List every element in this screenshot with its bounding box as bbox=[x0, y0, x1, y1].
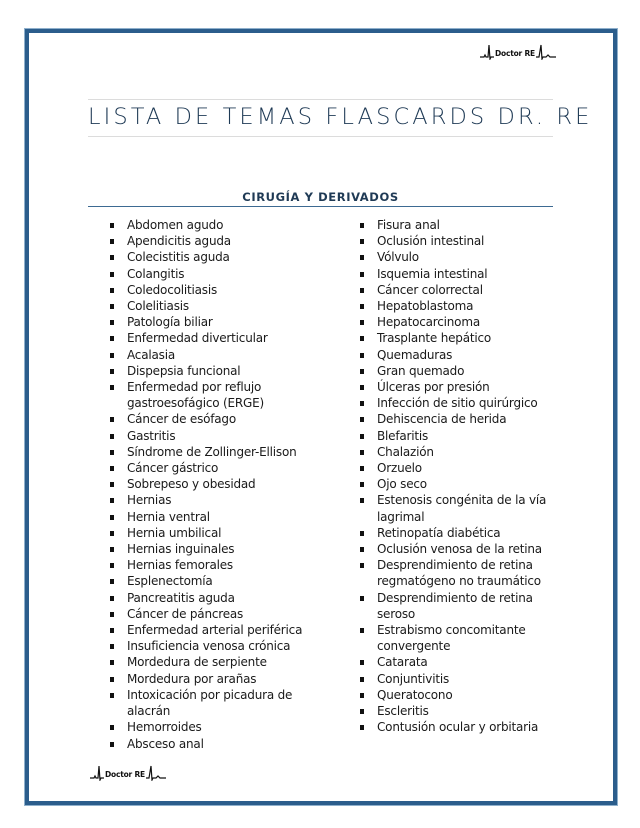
list-item bbox=[110, 557, 302, 573]
bullet-icon bbox=[360, 709, 364, 714]
list-item-text: Catarata bbox=[377, 655, 428, 670]
list-item-text: Dispepsia funcional bbox=[127, 363, 241, 378]
list-item-text: Chalazión bbox=[377, 444, 434, 459]
list-item-text: Hepatocarcinoma bbox=[377, 315, 480, 330]
list-item bbox=[360, 671, 546, 687]
bullet-icon bbox=[110, 531, 114, 536]
list-item bbox=[110, 719, 302, 735]
list-item-text: Desprendimiento de retina bbox=[377, 558, 533, 573]
list-item-text: Cáncer de páncreas bbox=[127, 606, 244, 621]
list-item-text: Cáncer de esófago bbox=[127, 412, 236, 427]
list-item bbox=[110, 428, 302, 444]
list-item bbox=[360, 347, 546, 363]
list-item-text: Enfermedad arterial periférica bbox=[127, 623, 303, 638]
list-item-text: Conjuntivitis bbox=[377, 671, 450, 686]
list-item bbox=[110, 460, 302, 476]
list-item bbox=[110, 492, 302, 508]
list-item-text: Coledocolitiasis bbox=[127, 282, 218, 297]
list-item bbox=[110, 638, 302, 654]
list-item bbox=[110, 347, 302, 363]
list-item-text: Colangitis bbox=[127, 266, 185, 281]
bullet-icon bbox=[110, 336, 114, 341]
list-item-text: Cáncer colorrectal bbox=[377, 282, 483, 297]
list-item-text: Isquemia intestinal bbox=[377, 266, 488, 281]
list-item bbox=[360, 330, 546, 346]
list-item bbox=[360, 476, 546, 492]
list-item-text: Hernias bbox=[127, 493, 172, 508]
list-item bbox=[110, 541, 302, 557]
list-item bbox=[110, 217, 302, 233]
list-item bbox=[360, 314, 546, 330]
bullet-icon bbox=[360, 693, 364, 698]
list-item bbox=[110, 525, 302, 541]
list-item-text: convergente bbox=[377, 639, 451, 654]
list-item bbox=[360, 460, 546, 476]
bullet-icon bbox=[110, 612, 114, 617]
list-item-text: Apendicitis aguda bbox=[127, 234, 231, 249]
list-item bbox=[360, 557, 546, 589]
bullet-icon bbox=[110, 450, 114, 455]
list-item-text: seroso bbox=[377, 606, 416, 621]
bullet-icon bbox=[110, 223, 114, 228]
bullet-icon bbox=[360, 482, 364, 487]
list-item-text: Pancreatitis aguda bbox=[127, 590, 235, 605]
list-item bbox=[110, 687, 302, 719]
list-item bbox=[360, 428, 546, 444]
list-item bbox=[110, 476, 302, 492]
topic-list-right bbox=[360, 217, 546, 736]
list-item-text: Hernias femorales bbox=[127, 558, 233, 573]
list-item-text: Orzuelo bbox=[377, 461, 422, 476]
bullet-icon bbox=[110, 693, 114, 698]
list-item bbox=[110, 282, 302, 298]
list-item-text: Mordedura de serpiente bbox=[127, 655, 267, 670]
list-item-text: Síndrome de Zollinger-Ellison bbox=[127, 444, 297, 459]
list-item-text: Dehiscencia de herida bbox=[377, 412, 507, 427]
list-item-text: regmatógeno no traumático bbox=[377, 574, 541, 589]
list-item bbox=[360, 282, 546, 298]
bullet-icon bbox=[110, 482, 114, 487]
list-item bbox=[360, 266, 546, 282]
list-item bbox=[110, 363, 302, 379]
bullet-icon bbox=[360, 531, 364, 536]
list-item bbox=[360, 249, 546, 265]
list-item bbox=[110, 606, 302, 622]
bullet-icon bbox=[360, 628, 364, 633]
list-item-text: Hernia ventral bbox=[127, 509, 210, 524]
list-item-text: Enfermedad por reflujo bbox=[127, 380, 262, 395]
bullet-icon bbox=[110, 304, 114, 309]
list-item-text: Patología biliar bbox=[127, 315, 213, 330]
bullet-icon bbox=[360, 336, 364, 341]
list-item bbox=[110, 509, 302, 525]
bullet-icon bbox=[110, 239, 114, 244]
bullet-icon bbox=[360, 677, 364, 682]
list-item bbox=[110, 622, 302, 638]
list-item bbox=[360, 217, 546, 233]
list-item bbox=[110, 379, 302, 411]
title-rule-top bbox=[88, 99, 553, 100]
list-item-text: Absceso anal bbox=[127, 736, 204, 751]
list-item-text: Colecistitis aguda bbox=[127, 250, 230, 265]
list-item-text: Intoxicación por picadura de bbox=[127, 687, 293, 702]
bullet-icon bbox=[110, 255, 114, 260]
list-item-text: Oclusión intestinal bbox=[377, 234, 485, 249]
list-item bbox=[110, 314, 302, 330]
bullet-icon bbox=[110, 644, 114, 649]
list-item-text: Hernia umbilical bbox=[127, 525, 222, 540]
list-item bbox=[360, 379, 546, 395]
logo-text: Doctor RE bbox=[105, 770, 145, 779]
bullet-icon bbox=[110, 353, 114, 358]
bullet-icon bbox=[360, 596, 364, 601]
list-item-text: Gastritis bbox=[127, 428, 176, 443]
list-item bbox=[110, 654, 302, 670]
bullet-icon bbox=[360, 288, 364, 293]
heartbeat-icon bbox=[90, 765, 104, 781]
list-item bbox=[360, 590, 546, 622]
heartbeat-icon bbox=[480, 44, 494, 60]
list-item-text: Acalasia bbox=[127, 347, 175, 362]
list-item bbox=[110, 233, 302, 249]
list-item bbox=[360, 444, 546, 460]
list-item-text: Trasplante hepático bbox=[377, 331, 492, 346]
bullet-icon bbox=[360, 385, 364, 390]
bullet-icon bbox=[110, 434, 114, 439]
list-item-text: Hepatoblastoma bbox=[377, 299, 474, 314]
bullet-icon bbox=[360, 255, 364, 260]
bullet-icon bbox=[110, 677, 114, 682]
list-item bbox=[110, 573, 302, 589]
bullet-icon bbox=[360, 401, 364, 406]
list-item bbox=[360, 703, 546, 719]
list-item-text: Ojo seco bbox=[377, 477, 427, 492]
heartbeat-icon bbox=[536, 44, 556, 60]
topic-list-left bbox=[110, 217, 302, 752]
list-item bbox=[110, 590, 302, 606]
list-item-text: Hernias inguinales bbox=[127, 542, 235, 557]
list-item bbox=[110, 671, 302, 687]
bullet-icon bbox=[110, 385, 114, 390]
list-item bbox=[360, 541, 546, 557]
bullet-icon bbox=[360, 434, 364, 439]
list-item-text: Mordedura por arañas bbox=[127, 671, 257, 686]
list-item-text: Estenosis congénita de la vía bbox=[377, 493, 547, 508]
list-item-text: Desprendimiento de retina bbox=[377, 590, 533, 605]
list-item-text: Estrabismo concomitante bbox=[377, 623, 526, 638]
list-item bbox=[360, 298, 546, 314]
bullet-icon bbox=[110, 515, 114, 520]
list-item-text: Colelitiasis bbox=[127, 299, 189, 314]
bullet-icon bbox=[360, 466, 364, 471]
bullet-icon bbox=[110, 272, 114, 277]
section-rule bbox=[88, 206, 553, 207]
bullet-icon bbox=[110, 466, 114, 471]
list-item bbox=[110, 411, 302, 427]
list-item-text: Hemorroides bbox=[127, 720, 202, 735]
list-item bbox=[110, 249, 302, 265]
list-item-text: Insuficiencia venosa crónica bbox=[127, 639, 291, 654]
bullet-icon bbox=[110, 288, 114, 293]
list-item bbox=[360, 719, 546, 735]
list-item-text: Queratocono bbox=[377, 687, 453, 702]
list-item-text: lagrimal bbox=[377, 509, 425, 524]
doctor-re-logo-footer bbox=[90, 765, 166, 781]
bullet-icon bbox=[110, 369, 114, 374]
list-item-text: Enfermedad diverticular bbox=[127, 331, 268, 346]
bullet-icon bbox=[360, 725, 364, 730]
bullet-icon bbox=[360, 417, 364, 422]
bullet-icon bbox=[110, 725, 114, 730]
bullet-icon bbox=[360, 304, 364, 309]
list-item bbox=[360, 395, 546, 411]
page-title: LISTA DE TEMAS FLASCARDS DR. RE bbox=[88, 104, 593, 130]
bullet-icon bbox=[360, 660, 364, 665]
list-item bbox=[360, 363, 546, 379]
list-item-text: Retinopatía diabética bbox=[377, 525, 501, 540]
list-item-text: Gran quemado bbox=[377, 363, 465, 378]
bullet-icon bbox=[360, 498, 364, 503]
bullet-icon bbox=[360, 353, 364, 358]
bullet-icon bbox=[360, 450, 364, 455]
bullet-icon bbox=[110, 320, 114, 325]
bullet-icon bbox=[360, 320, 364, 325]
list-item-text: Quemaduras bbox=[377, 347, 453, 362]
list-item-text: Sobrepeso y obesidad bbox=[127, 477, 256, 492]
bullet-icon bbox=[110, 660, 114, 665]
list-item-text: alacrán bbox=[127, 704, 171, 719]
list-item-text: gastroesofágico (ERGE) bbox=[127, 396, 264, 411]
bullet-icon bbox=[110, 628, 114, 633]
bullet-icon bbox=[360, 239, 364, 244]
bullet-icon bbox=[360, 369, 364, 374]
list-item bbox=[360, 525, 546, 541]
bullet-icon bbox=[110, 563, 114, 568]
logo-text: Doctor RE bbox=[495, 49, 535, 58]
list-item-text: Abdomen agudo bbox=[127, 218, 224, 232]
title-rule-bottom bbox=[88, 136, 553, 137]
list-item-text: Úlceras por presión bbox=[377, 380, 490, 395]
list-item bbox=[110, 330, 302, 346]
bullet-icon bbox=[110, 742, 114, 747]
list-item bbox=[360, 492, 546, 524]
list-item bbox=[360, 233, 546, 249]
list-item-text: Oclusión venosa de la retina bbox=[377, 542, 542, 557]
list-item bbox=[110, 444, 302, 460]
list-item bbox=[360, 622, 546, 654]
bullet-icon bbox=[360, 272, 364, 277]
bullet-icon bbox=[110, 417, 114, 422]
list-item bbox=[360, 687, 546, 703]
bullet-icon bbox=[110, 498, 114, 503]
bullet-icon bbox=[110, 547, 114, 552]
bullet-icon bbox=[360, 563, 364, 568]
list-item-text: Contusión ocular y orbitaria bbox=[377, 720, 539, 735]
list-item bbox=[360, 654, 546, 670]
list-item-text: Esplenectomía bbox=[127, 574, 213, 589]
list-item-text: Blefaritis bbox=[377, 428, 429, 443]
doctor-re-logo bbox=[480, 44, 556, 60]
list-item-text: Cáncer gástrico bbox=[127, 461, 219, 476]
list-item-text: Fisura anal bbox=[377, 218, 440, 232]
list-item bbox=[110, 298, 302, 314]
section-heading: CIRUGÍA Y DERIVADOS bbox=[242, 190, 399, 204]
list-item bbox=[110, 736, 302, 752]
list-item-text: Escleritis bbox=[377, 704, 429, 719]
bullet-icon bbox=[110, 579, 114, 584]
list-item bbox=[360, 411, 546, 427]
list-item-text: Infección de sitio quirúrgico bbox=[377, 396, 538, 411]
list-item-text: Vólvulo bbox=[377, 250, 419, 265]
list-item bbox=[110, 266, 302, 282]
heartbeat-icon bbox=[146, 765, 166, 781]
bullet-icon bbox=[360, 223, 364, 228]
bullet-icon bbox=[360, 547, 364, 552]
bullet-icon bbox=[110, 596, 114, 601]
